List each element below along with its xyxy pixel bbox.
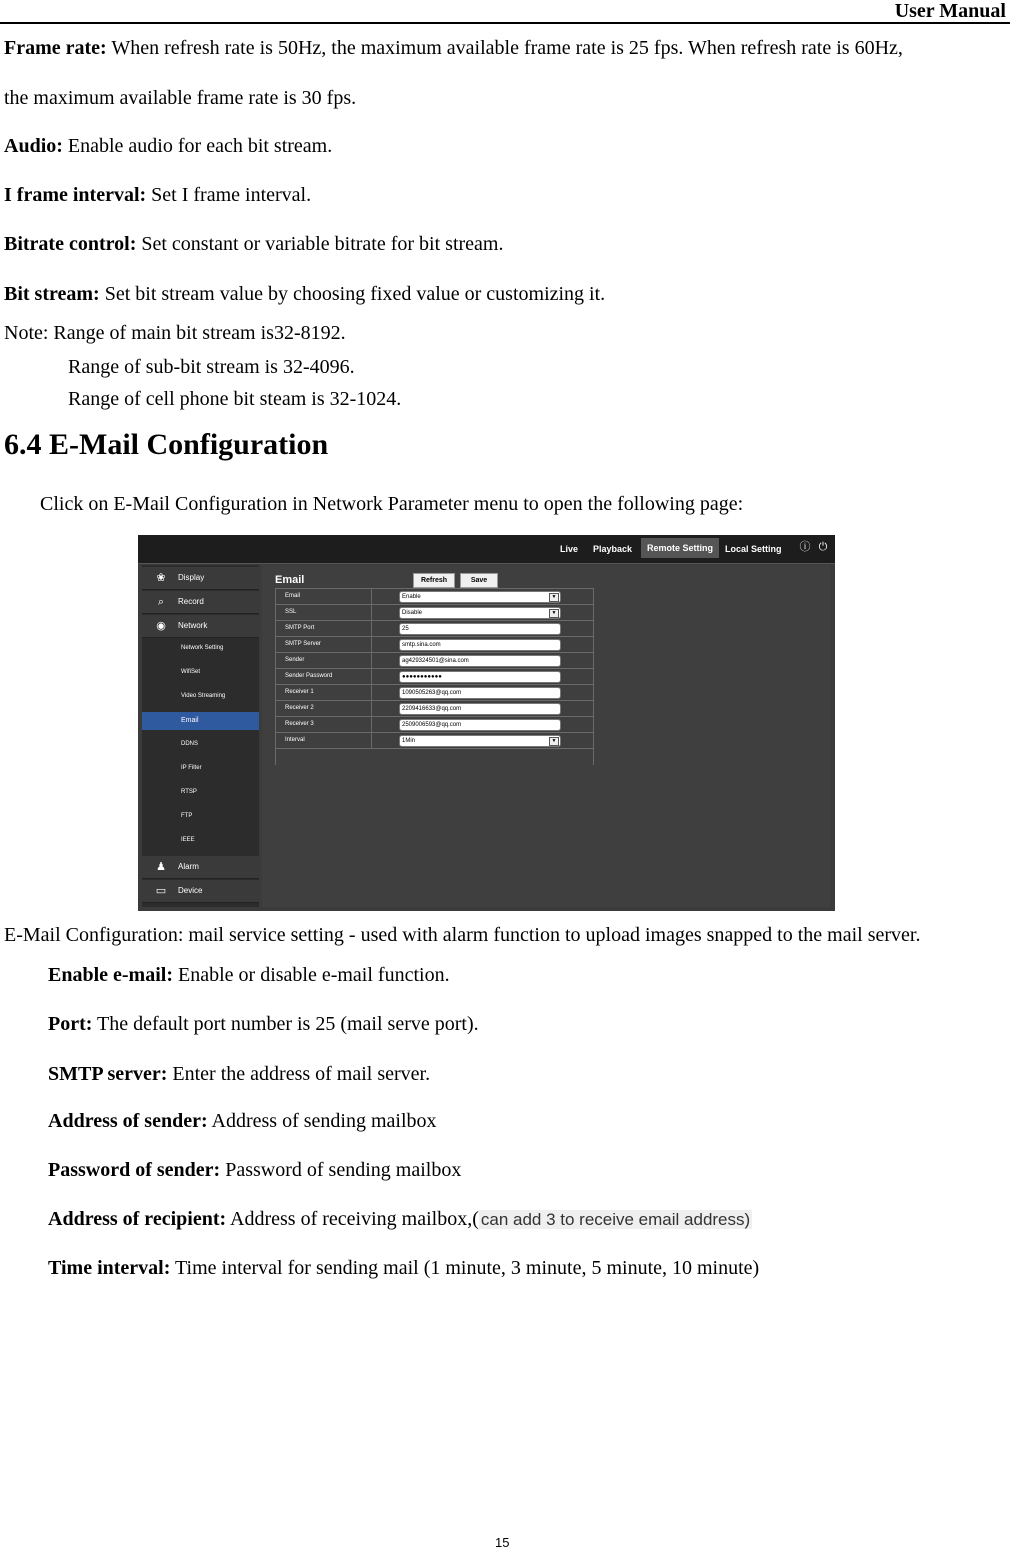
select-value: 1Min bbox=[402, 738, 416, 744]
sidebar-subitem-ftp[interactable] bbox=[142, 808, 259, 826]
monitor-icon: ▭ bbox=[155, 885, 167, 897]
row-label: Receiver 2 bbox=[285, 705, 314, 711]
recipient-label: Address of recipient: bbox=[48, 1208, 227, 1230]
recipient-note: can add 3 to receive email address) bbox=[480, 1210, 751, 1229]
smtp-item bbox=[48, 1062, 430, 1086]
search-icon: ⌕ bbox=[157, 596, 165, 608]
header-title: User Manual bbox=[894, 0, 1006, 22]
port-text: The default port number is 25 (mail serve port). bbox=[92, 1013, 479, 1035]
row-label: Email bbox=[285, 593, 301, 599]
sidebar-subitem-video-streaming[interactable] bbox=[142, 688, 259, 706]
sidebar-item-label: FTP bbox=[181, 813, 193, 819]
recipient-item bbox=[48, 1207, 752, 1232]
smtp-label: SMTP server: bbox=[48, 1063, 168, 1085]
receiver-2-input[interactable]: 2209416633@qq.com bbox=[399, 703, 561, 715]
nav-playback[interactable]: Playback bbox=[593, 544, 633, 554]
sidebar-subitem-ip-filter[interactable] bbox=[142, 760, 259, 778]
interval-text: Time interval for sending mail (1 minute, 3 minute, 5 minute, 10 minute) bbox=[170, 1257, 760, 1279]
row-divider bbox=[371, 701, 372, 717]
iframe-text: Set I frame interval. bbox=[146, 184, 312, 206]
row-divider bbox=[371, 589, 372, 605]
row-label: Sender Password bbox=[285, 673, 333, 679]
sidebar-subitem-ddns[interactable] bbox=[142, 736, 259, 754]
bell-icon: ♟ bbox=[156, 861, 166, 873]
save-button[interactable]: Save bbox=[460, 573, 498, 588]
row-divider bbox=[371, 653, 372, 669]
audio-label: Audio: bbox=[4, 135, 63, 157]
info-icon[interactable]: ⓘ bbox=[799, 541, 811, 553]
sidebar-item-label: IP Filter bbox=[181, 765, 202, 771]
ssl-select[interactable] bbox=[399, 607, 561, 619]
sender-input[interactable]: ag429324501@sina.com bbox=[399, 655, 561, 667]
display-icon: ❀ bbox=[156, 572, 166, 584]
form-row-receiver-2 bbox=[275, 700, 594, 717]
nav-local-setting[interactable]: Local Setting bbox=[725, 544, 782, 554]
frame-rate-paragraph bbox=[4, 36, 903, 60]
bitrate-text: Set constant or variable bitrate for bit stream. bbox=[136, 233, 504, 255]
sidebar-item-label: Display bbox=[178, 573, 205, 582]
chevron-down-icon[interactable]: ▼ bbox=[549, 609, 559, 618]
row-divider bbox=[371, 685, 372, 701]
sidebar-item-label: Email bbox=[181, 717, 199, 724]
chevron-down-icon[interactable]: ▼ bbox=[549, 593, 559, 602]
sidebar-item-record[interactable] bbox=[142, 591, 259, 614]
header-rule bbox=[0, 22, 1010, 24]
form-row-smtp-port bbox=[275, 620, 594, 637]
bitstream-paragraph bbox=[4, 282, 605, 306]
sidebar-subitem-network-setting[interactable] bbox=[142, 640, 259, 658]
sidebar-item-label: Network Setting bbox=[181, 645, 224, 651]
note-line-3: Range of cell phone bit steam is 32-1024. bbox=[68, 388, 402, 410]
port-item bbox=[48, 1012, 479, 1036]
top-nav-bar bbox=[138, 535, 835, 564]
receiver-3-input[interactable]: 2509006593@qq.com bbox=[399, 719, 561, 731]
sidebar-subitem-wifi[interactable] bbox=[142, 664, 259, 682]
email-enable-select[interactable] bbox=[399, 591, 561, 603]
sidebar-item-device[interactable] bbox=[142, 880, 259, 903]
panel-title: Email bbox=[275, 574, 305, 586]
sidebar-item-label: DDNS bbox=[181, 741, 199, 747]
bitrate-label: Bitrate control: bbox=[4, 233, 137, 255]
row-divider bbox=[371, 637, 372, 653]
form-row-receiver-1 bbox=[275, 684, 594, 701]
sidebar-item-network[interactable] bbox=[142, 615, 259, 638]
row-divider bbox=[371, 733, 372, 749]
row-label: SSL bbox=[285, 609, 297, 615]
row-divider bbox=[371, 717, 372, 733]
row-label: SMTP Port bbox=[285, 625, 315, 631]
sidebar-item-label: Record bbox=[178, 597, 204, 606]
sidebar-item-alarm[interactable] bbox=[142, 856, 259, 879]
form-row-interval bbox=[275, 732, 594, 749]
nav-live[interactable]: Live bbox=[560, 544, 579, 554]
intro-text: Click on E-Mail Configuration in Network Parameter menu to open the following page: bbox=[40, 493, 744, 515]
form-row-email bbox=[275, 588, 594, 605]
sender-item bbox=[48, 1109, 437, 1133]
iframe-label: I frame interval: bbox=[4, 184, 147, 206]
note-line-1: Note: Range of main bit stream is32-8192. bbox=[4, 322, 346, 344]
form-row-receiver-3 bbox=[275, 716, 594, 733]
network-icon: ◉ bbox=[156, 620, 166, 632]
enable-email-label: Enable e-mail: bbox=[48, 964, 173, 986]
enable-email-text: Enable or disable e-mail function. bbox=[173, 964, 450, 986]
row-label: SMTP Server bbox=[285, 641, 321, 647]
smtp-text: Enter the address of mail server. bbox=[167, 1063, 431, 1085]
sidebar-item-label: Video Streaming bbox=[181, 693, 226, 699]
sender-password-input[interactable]: ●●●●●●●●●●● bbox=[399, 671, 561, 683]
port-label: Port: bbox=[48, 1013, 93, 1035]
sidebar-subitem-ieee[interactable] bbox=[142, 832, 259, 850]
frame-rate-text: When refresh rate is 50Hz, the maximum available frame rate is 25 fps. When refresh rate is 60Hz, bbox=[106, 37, 903, 59]
form-row-smtp-server bbox=[275, 636, 594, 653]
interval-item bbox=[48, 1256, 759, 1280]
sidebar-subitem-email[interactable] bbox=[142, 712, 259, 730]
frame-rate-label: Frame rate: bbox=[4, 37, 107, 59]
select-value: Disable bbox=[402, 610, 423, 616]
audio-text: Enable audio for each bit stream. bbox=[62, 135, 333, 157]
row-label: Interval bbox=[285, 737, 305, 743]
sidebar-subitem-rtsp[interactable] bbox=[142, 784, 259, 802]
iframe-paragraph bbox=[4, 183, 311, 207]
section-title: 6.4 E-Mail Configuration bbox=[4, 428, 329, 461]
sender-label: Address of sender: bbox=[48, 1110, 208, 1132]
enable-email-item bbox=[48, 963, 450, 987]
form-row-sender-password bbox=[275, 668, 594, 685]
row-label: Receiver 1 bbox=[285, 689, 314, 695]
password-text: Password of sending mailbox bbox=[220, 1159, 462, 1181]
nav-remote-setting[interactable]: Remote Setting bbox=[641, 538, 719, 558]
email-panel bbox=[262, 565, 830, 907]
sidebar-item-display[interactable] bbox=[142, 567, 259, 590]
chevron-down-icon[interactable]: ▼ bbox=[549, 737, 559, 746]
page-number: 15 bbox=[495, 1535, 510, 1550]
password-item bbox=[48, 1158, 461, 1182]
select-value: Enable bbox=[402, 594, 421, 600]
email-config-screenshot bbox=[138, 535, 835, 911]
sidebar-item-label: WifiSet bbox=[181, 669, 201, 675]
note-line-2: Range of sub-bit stream is 32-4096. bbox=[68, 356, 355, 378]
bitstream-label: Bit stream: bbox=[4, 283, 100, 305]
caption: E-Mail Configuration: mail service setting - used with alarm function to upload images snapped to the mail server. bbox=[4, 924, 921, 946]
password-label: Password of sender: bbox=[48, 1159, 221, 1181]
sidebar-item-label: Network bbox=[178, 621, 208, 630]
form-row-sender bbox=[275, 652, 594, 669]
sidebar-item-label: Device bbox=[178, 886, 203, 895]
sidebar-item-label: Alarm bbox=[178, 862, 199, 871]
bitstream-text: Set bit stream value by choosing fixed value or customizing it. bbox=[99, 283, 606, 305]
row-divider bbox=[371, 605, 372, 621]
sender-text: Address of sending mailbox bbox=[207, 1110, 437, 1132]
row-label: Receiver 3 bbox=[285, 721, 314, 727]
row-label: Sender bbox=[285, 657, 305, 663]
sidebar-item-label: IEEE bbox=[181, 837, 195, 843]
power-icon[interactable]: ⏻ bbox=[818, 541, 828, 553]
frame-rate-text-2: the maximum available frame rate is 30 fps. bbox=[4, 87, 357, 109]
interval-select[interactable] bbox=[399, 735, 561, 747]
sidebar bbox=[142, 565, 259, 907]
recipient-text: Address of receiving mailbox,( bbox=[226, 1208, 479, 1230]
refresh-button[interactable]: Refresh bbox=[413, 573, 455, 588]
form-row-ssl bbox=[275, 604, 594, 621]
form-border-bottom bbox=[275, 748, 594, 749]
smtp-port-input[interactable]: 25 bbox=[399, 623, 561, 635]
row-divider bbox=[371, 621, 372, 637]
smtp-server-input[interactable]: smtp.sina.com bbox=[399, 639, 561, 651]
interval-label: Time interval: bbox=[48, 1257, 171, 1279]
receiver-1-input[interactable]: 1090505263@qq.com bbox=[399, 687, 561, 699]
bitrate-paragraph bbox=[4, 232, 503, 256]
sidebar-item-label: RTSP bbox=[181, 789, 197, 795]
audio-paragraph bbox=[4, 134, 332, 158]
row-divider bbox=[371, 669, 372, 685]
